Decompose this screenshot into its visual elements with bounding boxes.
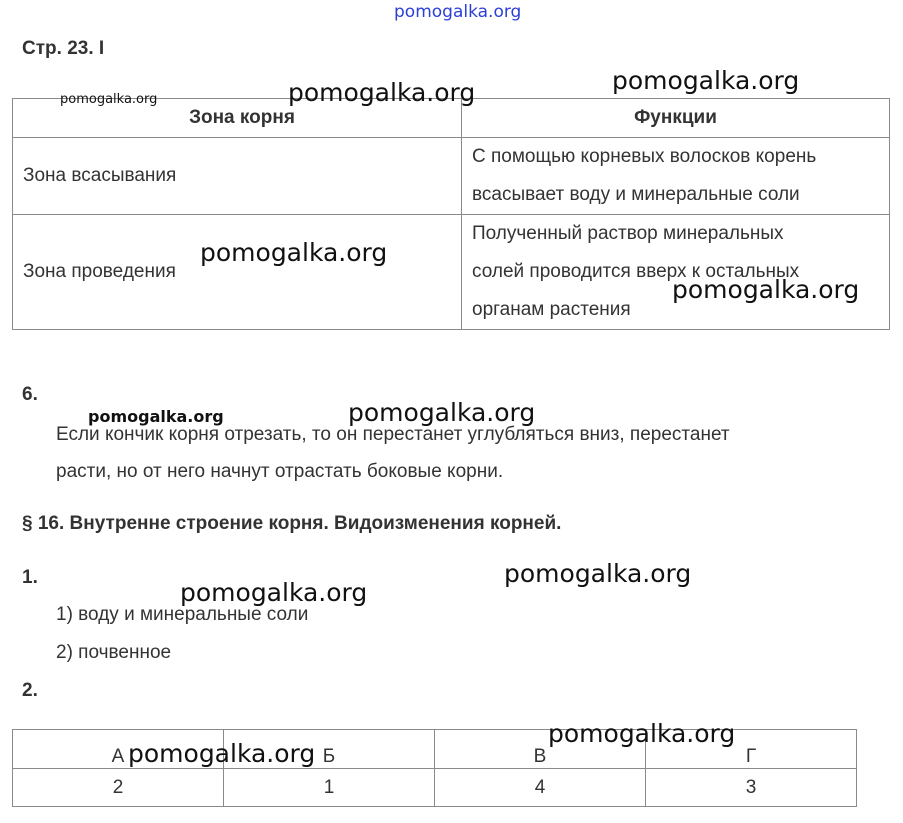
answer-value-row — [13, 769, 857, 807]
section-title: § 16. Внутренне строение корня. Видоизменения корней. — [22, 513, 562, 534]
answer-header: Б — [224, 730, 435, 769]
task-1-answer-2: 2) почвенное — [56, 642, 172, 663]
answer-value: 2 — [13, 769, 224, 807]
function-cell — [462, 215, 890, 330]
header-zone: Зона корня — [13, 99, 462, 138]
watermark-overlay: pomogalka.org — [200, 238, 388, 267]
function-line: всасывает воду и минеральные соли — [472, 184, 800, 205]
table-row — [13, 215, 890, 330]
table-row — [13, 138, 890, 215]
function-line: С помощью корневых волосков корень — [472, 146, 817, 167]
watermark-overlay: pomogalka.org — [672, 275, 860, 304]
task-6-line-2: расти, но от него начнут отрастать боковые корни. — [56, 461, 504, 482]
function-cell — [462, 138, 890, 215]
header-functions: Функции — [462, 99, 890, 138]
task-1-answer-1: 1) воду и минеральные соли — [56, 604, 309, 625]
page-reference: Стр. 23. I — [22, 38, 105, 59]
watermark-overlay: pomogalka.org — [60, 92, 158, 107]
answer-header: Г — [646, 730, 857, 769]
answer-header: А — [13, 730, 224, 769]
watermark-overlay: pomogalka.org — [504, 559, 692, 588]
watermark-overlay: pomogalka.org — [128, 739, 316, 768]
answer-value: 1 — [224, 769, 435, 807]
watermark-top: pomogalka.org — [394, 2, 522, 22]
watermark-overlay: pomogalka.org — [548, 719, 736, 748]
function-line: органам растения — [472, 299, 631, 320]
watermark-overlay: pomogalka.org — [180, 578, 368, 607]
zone-cell: Зона всасывания — [13, 138, 462, 215]
task-2-number: 2. — [22, 680, 38, 701]
function-line: солей проводится вверх к остальных — [472, 261, 800, 282]
zone-cell: Зона проведения — [13, 215, 462, 330]
watermark-overlay: pomogalka.org — [348, 398, 536, 427]
task-6-line-1: Если кончик корня отрезать, то он перестанет углубляться вниз, перестанет — [56, 424, 730, 445]
answer-value: 3 — [646, 769, 857, 807]
answer-value: 4 — [435, 769, 646, 807]
task-1-number: 1. — [22, 567, 38, 588]
watermark-overlay: pomogalka.org — [288, 78, 476, 107]
watermark-overlay: pomogalka.org — [612, 66, 800, 95]
task-6-number: 6. — [22, 384, 38, 405]
answer-header: В — [435, 730, 646, 769]
watermark-overlay: pomogalka.org — [88, 407, 224, 426]
function-line: Полученный раствор минеральных — [472, 223, 784, 244]
